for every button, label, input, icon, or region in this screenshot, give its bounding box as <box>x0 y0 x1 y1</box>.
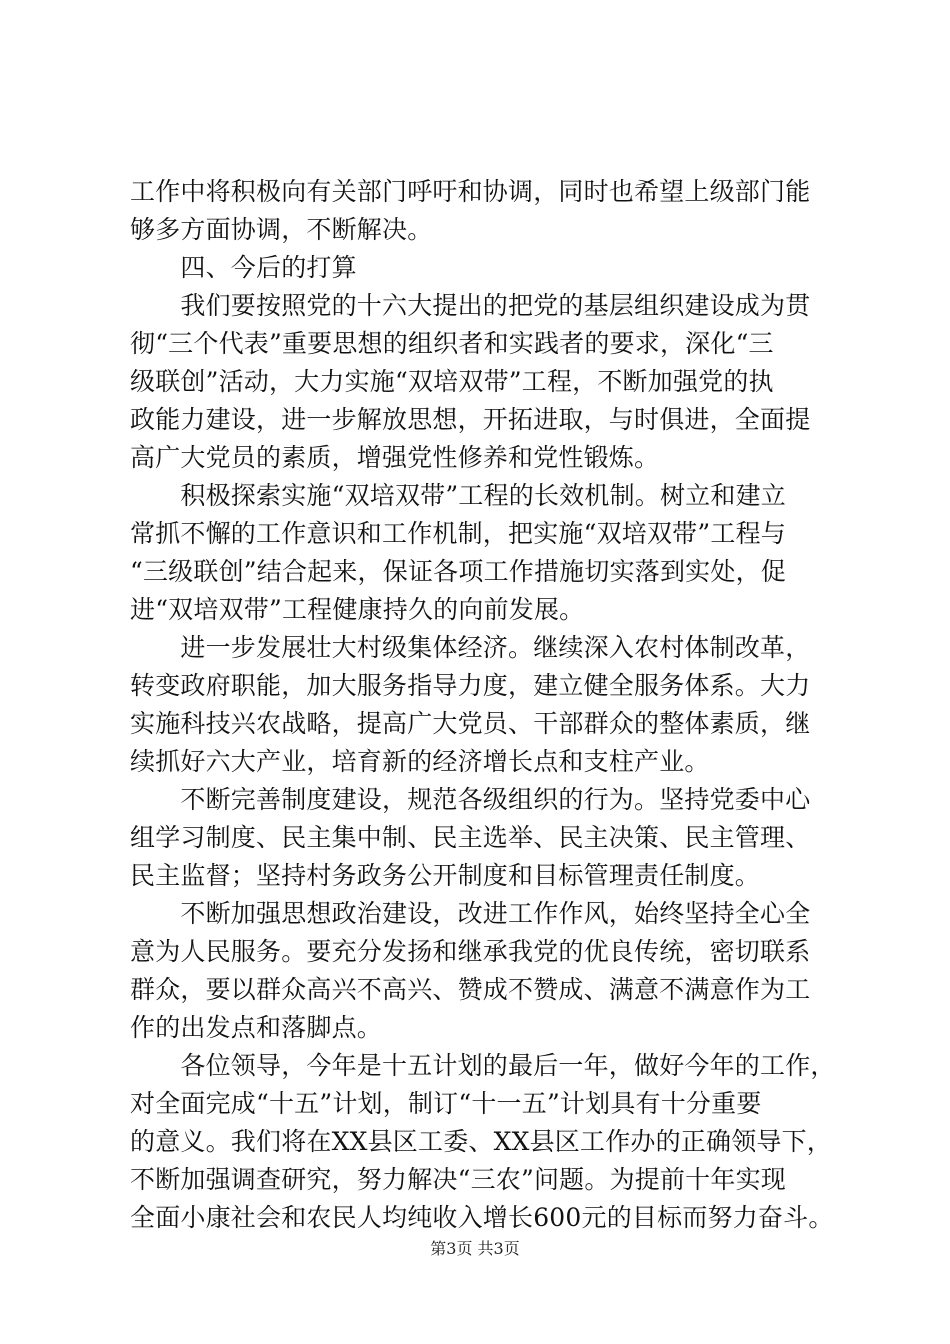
text-line: “三级联创”结合起来，保证各项工作措施切实落到实处，促 <box>130 557 786 586</box>
section-heading: 四、今后的打算 <box>130 253 357 282</box>
text-line: 积极探索实施“双培双带”工程的长效机制。树立和建立 <box>130 481 786 510</box>
text-line: 常抓不懈的工作意识和工作机制，把实施“双培双带”工程与 <box>130 519 786 548</box>
text-line: 政能力建设，进一步解放思想，开拓进取，与时俱进，全面提 <box>130 405 811 434</box>
text-line: 民主监督；坚持村务政务公开制度和目标管理责任制度。 <box>130 861 761 890</box>
page-number-footer: 第3页 共3页 <box>430 1239 520 1258</box>
text-line: 进一步发展壮大村级集体经济。继续深入农村体制改革， <box>130 633 811 662</box>
text-line: 进“双培双带”工程健康持久的向前发展。 <box>130 595 585 624</box>
text-line: 彻“三个代表”重要思想的组织者和实践者的要求，深化“三 <box>130 329 774 358</box>
text-line: 的意义。我们将在XX县区工委、XX县区工作办的正确领导下， <box>130 1127 832 1156</box>
text-line: 全面小康社会和农民人均纯收入增长600元的目标而努力奋斗。 <box>130 1203 834 1232</box>
document-body <box>130 173 836 1237</box>
text-line: 意为人民服务。要充分发扬和继承我党的优良传统，密切联系 <box>130 937 811 966</box>
text-line: 不断完善制度建设，规范各级组织的行为。坚持党委中心 <box>130 785 811 814</box>
text-line: 高广大党员的素质，增强党性修养和党性锻炼。 <box>130 443 660 472</box>
text-line: 群众，要以群众高兴不高兴、赞成不赞成、满意不满意作为工 <box>130 975 811 1004</box>
text-line: 工作中将积极向有关部门呼吁和协调，同时也希望上级部门能 <box>130 177 811 206</box>
text-line: 我们要按照党的十六大提出的把党的基层组织建设成为贯 <box>130 291 811 320</box>
text-line: 续抓好六大产业，培育新的经济增长点和支柱产业。 <box>130 747 710 776</box>
text-line: 转变政府职能，加大服务指导力度，建立健全服务体系。大力 <box>130 671 811 700</box>
text-line: 各位领导，今年是十五计划的最后一年，做好今年的工作， <box>130 1051 836 1080</box>
text-line: 级联创”活动，大力实施“双培双带”工程，不断加强党的执 <box>130 367 774 396</box>
text-line: 不断加强思想政治建设，改进工作作风，始终坚持全心全 <box>130 899 811 928</box>
text-line: 对全面完成“十五”计划，制订“十一五”计划具有十分重要 <box>130 1089 762 1118</box>
text-line: 作的出发点和落脚点。 <box>130 1013 383 1042</box>
text-line: 够多方面协调，不断解决。 <box>130 215 433 244</box>
text-line: 实施科技兴农战略，提高广大党员、干部群众的整体素质，继 <box>130 709 811 738</box>
text-line: 组学习制度、民主集中制、民主选举、民主决策、民主管理、 <box>130 823 811 852</box>
text-line: 不断加强调查研究，努力解决“三农”问题。为提前十年实现 <box>130 1165 786 1194</box>
